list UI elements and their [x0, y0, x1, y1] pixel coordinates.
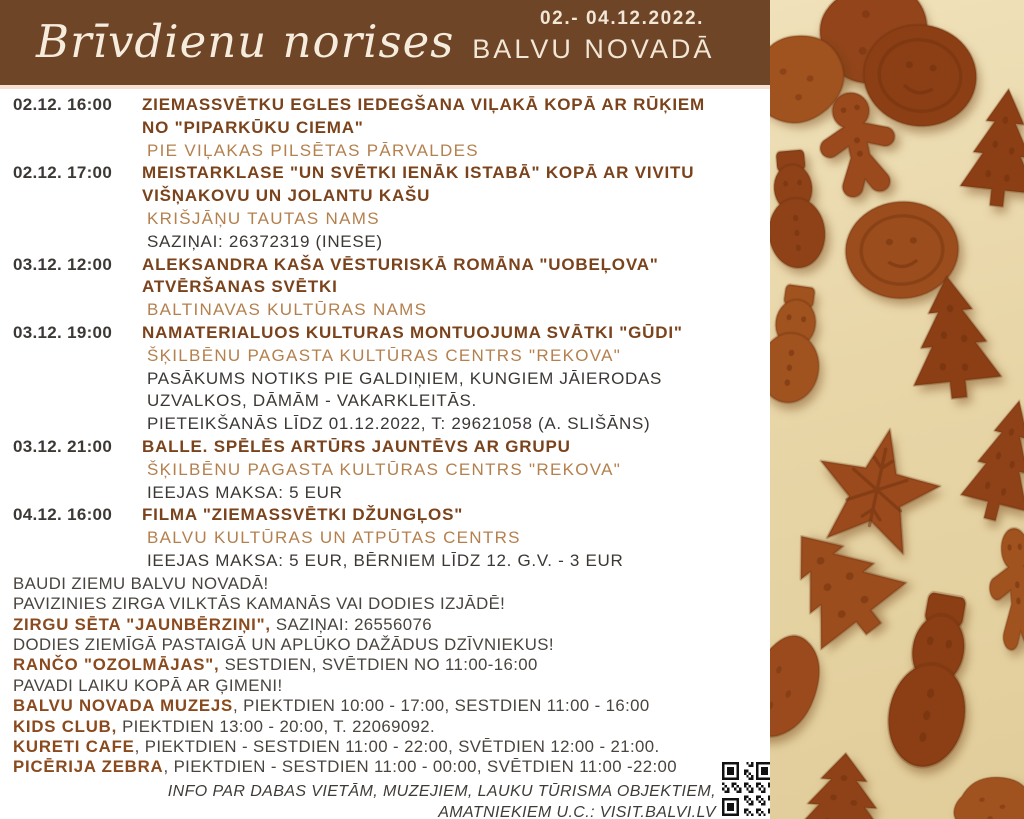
event-body [142, 322, 770, 436]
info-line [13, 635, 770, 655]
event-title-line: NO "PIPARKŪKU CIEMA" [142, 117, 364, 137]
cookie-tree [892, 267, 1015, 408]
event-venue: BALTINAVAS KULTŪRAS NAMS [147, 300, 428, 320]
events-list [0, 94, 770, 573]
qr-code [722, 762, 773, 816]
content-column [0, 94, 770, 778]
info-text: , PIEKTDIEN 10:00 - 17:00, SESTDIEN 11:00 - 16:00 [233, 696, 650, 716]
footer-line-1: INFO PAR DABAS VIETĀM, MUZEJIEM, LAUKU TŪRISMA OBJEKTIEM, [167, 783, 716, 800]
event-body [142, 94, 770, 162]
cookie-tree [949, 80, 1024, 214]
event-body [142, 254, 770, 322]
event-title-line: NAMATERIALUOS KULTURAS MONTUOJUMA SVĀTKI "GŪDI" [142, 322, 683, 342]
date-range: 02.- 04.12.2022. [540, 8, 704, 29]
event-venue: KRIŠJĀŅU TAUTAS NAMS [147, 208, 380, 228]
event-title-line: VIŠŅAKOVU UN JOLANTU KAŠU [142, 186, 431, 206]
place-name: BALVU NOVADA MUZEJS [13, 696, 233, 716]
event-title-line: ATVĒRŠANAS SVĒTKI [142, 277, 338, 297]
place-name: PICĒRIJA ZEBRA [13, 757, 164, 777]
place-name: ZIRGU SĒTA "JAUNBĒRZIŅI", [13, 614, 271, 634]
info-text: DODIES ZIEMĪGĀ PASTAIGĀ UN APLŪKO DAŽĀDUS DZĪVNIEKUS! [13, 634, 554, 654]
info-line [13, 676, 770, 696]
event-detail-line: IEEJAS MAKSA: 5 EUR, BĒRNIEM LĪDZ 12. G.V. - 3 EUR [147, 550, 624, 570]
event-detail-line: SAZIŅAI: 26372319 (INESE) [147, 231, 383, 251]
info-line [13, 655, 770, 675]
poster-title: Brīvdienu norises [36, 15, 455, 68]
event-datetime: 03.12. 12:00 [13, 254, 113, 274]
cookie-tree [782, 746, 904, 819]
event-datetime: 02.12. 16:00 [13, 95, 113, 114]
extra-info-list [0, 574, 770, 778]
footer-line-2: AMATNIEKIEM U.C.: VISIT.BALVI.LV [438, 804, 716, 819]
event-detail-line: IEEJAS MAKSA: 5 EUR [147, 482, 343, 502]
info-line [13, 717, 770, 737]
info-line [13, 737, 770, 757]
event-venue: PIE VIĻAKAS PILSĒTAS PĀRVALDES [147, 140, 479, 160]
event-row [0, 504, 770, 572]
event-detail-line: PIETEIKŠANĀS LĪDZ 01.12.2022, T: 29621058 (A. SLIŠĀNS) [147, 414, 651, 434]
event-body [142, 436, 770, 504]
event-venue: ŠĶILBĒNU PAGASTA KULTŪRAS CENTRS "REKOVA" [147, 459, 622, 479]
info-line [13, 696, 770, 716]
event-datetime: 03.12. 19:00 [13, 322, 113, 342]
event-datetime: 04.12. 16:00 [13, 505, 113, 525]
poster-subtitle: BALVU NOVADĀ [472, 34, 715, 64]
footer [100, 781, 716, 819]
event-title-line: ALEKSANDRA KAŠA VĒSTURISKĀ ROMĀNA "UOBEĻOVA" [142, 254, 659, 274]
event-datetime: 03.12. 21:00 [13, 436, 113, 456]
event-row [0, 94, 770, 162]
event-title-line: ZIEMASSVĒTKU EGLES IEDEGŠANA VIĻAKĀ KOPĀ AR RŪĶIEM [142, 95, 705, 114]
event-detail-line: UZVALKOS, DĀMĀM - VAKARKLEITĀS. [147, 391, 477, 411]
info-text: , PIEKTDIEN - SESTDIEN 11:00 - 00:00, SVĒTDIEN 11:00 -22:00 [163, 757, 678, 777]
event-detail-line: PASĀKUMS NOTIKS PIE GALDIŅIEM, KUNGIEM JĀIERODAS [147, 368, 663, 388]
event-venue: ŠĶILBĒNU PAGASTA KULTŪRAS CENTRS "REKOVA" [147, 345, 622, 365]
info-text: PAVIZINIES ZIRGA VILKTĀS KAMANĀS VAI DODIES IZJĀDĒ! [13, 594, 506, 614]
info-text: PAVADI LAIKU KOPĀ AR ĢIMENI! [13, 675, 283, 695]
info-text: SESTDIEN, SVĒTDIEN NO 11:00-16:00 [219, 655, 538, 675]
info-text: SAZIŅAI: 26556076 [270, 614, 432, 634]
event-title-line: FILMA "ZIEMASSVĒTKI DŽUNGĻOS" [142, 505, 464, 525]
event-title-line: BALLE. SPĒLĒS ARTŪRS JAUNTĒVS AR GRUPU [142, 436, 571, 456]
event-venue: BALVU KULTŪRAS UN ATPŪTAS CENTRS [147, 528, 521, 548]
place-name: KURETI CAFE [13, 736, 135, 756]
event-row [0, 162, 770, 253]
info-text: BAUDI ZIEMU BALVU NOVADĀ! [13, 573, 269, 593]
event-row [0, 254, 770, 322]
info-line [13, 757, 770, 777]
info-text: , PIEKTDIEN - SESTDIEN 11:00 - 22:00, SVĒTDIEN 12:00 - 21:00. [134, 736, 660, 756]
event-title-line: MEISTARKLASE "UN SVĒTKI IENĀK ISTABĀ" KOPĀ AR VIVITU [142, 163, 695, 183]
place-name: RANČO "OZOLMĀJAS", [13, 655, 220, 675]
info-line [13, 594, 770, 614]
event-row [0, 322, 770, 436]
cookie-tree [948, 387, 1024, 534]
info-line [13, 574, 770, 594]
event-body [142, 162, 770, 253]
info-line [13, 615, 770, 635]
cookie-snowman [770, 276, 853, 414]
header [0, 0, 770, 89]
info-text: PIEKTDIEN 13:00 - 20:00, T. 22069092. [117, 716, 436, 736]
event-datetime: 02.12. 17:00 [13, 163, 113, 183]
event-body [142, 504, 770, 572]
place-name: KIDS CLUB, [13, 716, 118, 736]
event-row [0, 436, 770, 504]
gingerbread-cookies-photo [770, 0, 1024, 819]
